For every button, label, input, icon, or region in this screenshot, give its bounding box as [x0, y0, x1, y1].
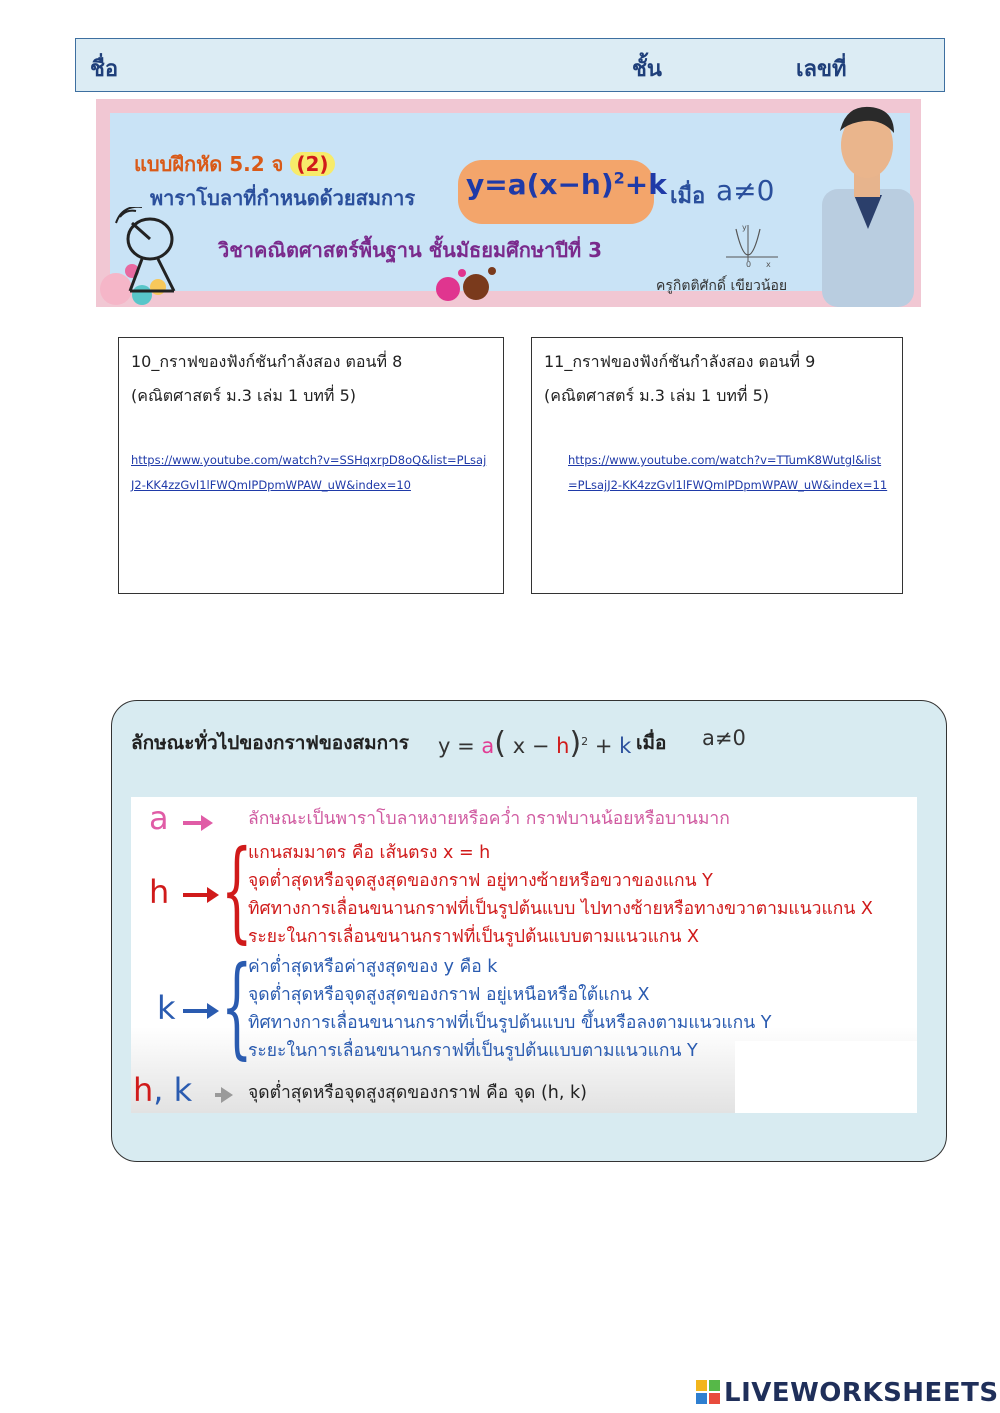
banner-eq-tail: +k	[624, 168, 667, 201]
liveworksheets-logo-icon	[696, 1380, 720, 1404]
banner-condition: a≠0	[716, 174, 775, 207]
eq-h: h	[556, 734, 570, 758]
eq-equals: =	[457, 734, 475, 758]
class-label: ชั้น	[632, 57, 662, 82]
k-line-2: จุดต่ำสุดหรือจุดสูงสุดของกราฟ อยู่เหนือหรือใต้แกน X	[248, 985, 650, 1005]
mini-graph-x-label: x	[766, 260, 771, 269]
eq-y: y	[438, 734, 451, 758]
hk-k: k	[173, 1071, 193, 1109]
hk-description: จุดต่ำสุดหรือจุดสูงสุดของกราฟ คือ จุด (h, k)	[248, 1083, 587, 1103]
k-line-1: ค่าต่ำสุดหรือค่าสูงสุดของ y คือ k	[248, 957, 498, 977]
hk-comma: ,	[153, 1071, 164, 1109]
eq-k: k	[619, 734, 632, 758]
info-equation	[438, 726, 631, 761]
liveworksheets-brand-text: LIVEWORKSHEETS	[724, 1378, 999, 1408]
h-line-4: ระยะในการเลื่อนขนานกราฟที่เป็นรูปต้นแบบตามแนวแกน X	[248, 927, 699, 947]
h-line-2: จุดต่ำสุดหรือจุดสูงสุดของกราฟ อยู่ทางซ้ายหรือขวาของแกน Y	[248, 871, 713, 891]
h-line-1: แกนสมมาตร คือ เส้นตรง x = h	[248, 843, 491, 863]
a-letter: a	[149, 799, 169, 837]
exercise-title	[134, 148, 335, 180]
banner-teacher-name: ครูกิตติศักดิ์ เขียวน้อย	[656, 278, 788, 294]
info-condition: a≠0	[702, 726, 746, 750]
a-arrow-icon	[183, 821, 203, 825]
video-book: (คณิตศาสตร์ ม.3 เล่ม 1 บทที่ 5)	[544, 386, 769, 405]
satellite-dish-icon	[114, 207, 186, 297]
h-line-3: ทิศทางการเลื่อนขนานกราฟที่เป็นรูปต้นแบบ ไปทางซ้ายหรือทางขวาตามแนวแกน X	[248, 899, 873, 919]
teacher-photo	[796, 99, 921, 307]
name-label: ชื่อ	[90, 57, 119, 82]
banner-eq-exponent: 2	[613, 168, 625, 188]
info-title: ลักษณะทั่วไปของกราฟของสมการ	[131, 732, 409, 754]
hk-arrow-icon	[215, 1093, 223, 1097]
h-brace-icon: {	[221, 826, 253, 954]
banner-equation	[466, 168, 667, 201]
video-link-line1[interactable]: https://www.youtube.com/watch?v=SSHqxrpD8oQ&list=PLsaj	[131, 453, 487, 467]
card-blank-area	[735, 1041, 917, 1113]
info-when: เมื่อ	[636, 732, 667, 754]
exercise-part-badge: (2)	[290, 152, 334, 176]
banner-when: เมื่อ	[670, 184, 706, 209]
k-line-3: ทิศทางการเลื่อนขนานกราฟที่เป็นรูปต้นแบบ ขึ้นหรือลงตามแนวแกน Y	[248, 1013, 772, 1033]
video-link-line2[interactable]: =PLsajJ2-KK4zzGvl1lFWQmIPDpmWPAW_uW&index=11	[568, 478, 888, 492]
eq-open-paren: (	[494, 726, 507, 761]
eq-plus: +	[594, 734, 613, 758]
student-info-header	[75, 38, 945, 92]
hk-h: h	[133, 1071, 154, 1109]
h-arrow-icon	[183, 893, 209, 897]
eq-minus: −	[531, 734, 550, 758]
video-title: 11_กราฟของฟังก์ชันกำลังสอง ตอนที่ 9	[544, 352, 816, 371]
hk-letters	[133, 1071, 192, 1109]
exercise-number: แบบฝึกหัด 5.2 จ	[134, 152, 284, 176]
eq-x: x	[512, 734, 526, 758]
k-letter: k	[157, 989, 176, 1027]
eq-close-paren: )	[569, 726, 582, 761]
mini-graph-origin-label: 0	[746, 260, 752, 269]
video-card-10	[118, 337, 504, 594]
paint-splash-center	[426, 259, 516, 307]
mini-graph-y-label: y	[742, 223, 747, 232]
liveworksheets-logo	[696, 1378, 999, 1408]
video-title: 10_กราฟของฟังก์ชันกำลังสอง ตอนที่ 8	[131, 352, 403, 371]
banner-eq-main: y=a(x−h)	[466, 168, 614, 201]
banner-topic: พาราโบลาที่กำหนดด้วยสมการ	[150, 186, 416, 210]
a-description: ลักษณะเป็นพาราโบลาหงายหรือคว่ำ กราฟบานน้อยหรือบานมาก	[248, 809, 730, 829]
eq-a: a	[481, 734, 495, 758]
eq-exponent: 2	[581, 735, 589, 748]
mini-parabola-graph	[722, 221, 782, 269]
video-link-line1[interactable]: https://www.youtube.com/watch?v=TTumK8Wutgl&list	[568, 453, 882, 467]
k-line-4: ระยะในการเลื่อนขนานกราฟที่เป็นรูปต้นแบบตามแนวแกน Y	[248, 1041, 698, 1061]
banner-subject: วิชาคณิตศาสตร์พื้นฐาน ชั้นมัธยมศึกษาปีที่ 3	[218, 238, 603, 262]
video-book: (คณิตศาสตร์ ม.3 เล่ม 1 บทที่ 5)	[131, 386, 356, 405]
video-link-line2[interactable]: J2-KK4zzGvl1lFWQmIPDpmWPAW_uW&index=10	[131, 478, 411, 492]
parameter-summary-card	[131, 797, 917, 1113]
number-label: เลขที่	[796, 57, 847, 82]
k-arrow-icon	[183, 1009, 209, 1013]
video-card-11	[531, 337, 903, 594]
h-letter: h	[149, 873, 170, 911]
k-brace-icon: {	[221, 942, 253, 1070]
